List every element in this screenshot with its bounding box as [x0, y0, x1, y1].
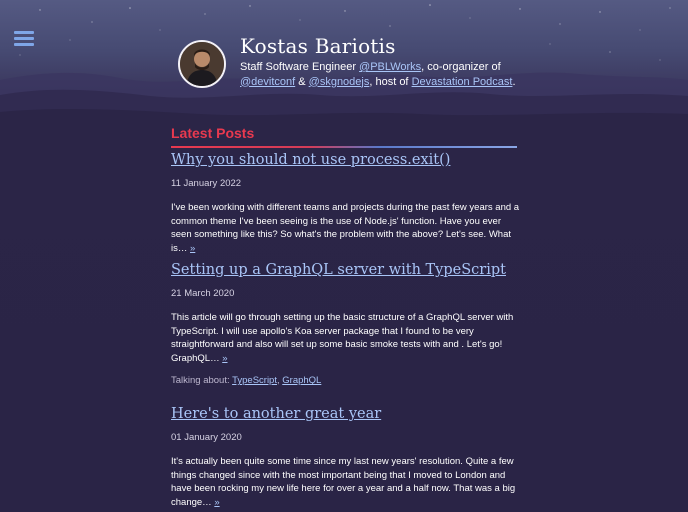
devitconf-link[interactable]: @devitconf	[240, 75, 296, 88]
read-more-link[interactable]: »	[190, 242, 196, 254]
post-item	[171, 405, 521, 509]
section-title: Latest Posts	[171, 125, 255, 141]
section-divider	[171, 146, 517, 148]
post-title-link[interactable]: Why you should not use process.exit()	[171, 152, 451, 168]
post-excerpt	[171, 201, 521, 255]
excerpt-text: I've been working with different teams and projects during the past few years and a common theme I've been seeing is the use of Node.js' function. Have you ever seen something like this? So what's the problem with the above? Let's see. What is…	[171, 202, 520, 254]
read-more-link[interactable]: »	[214, 496, 220, 508]
skgnodejs-link[interactable]: @skgnodejs	[308, 75, 370, 88]
post-excerpt	[171, 455, 521, 509]
post-heading	[171, 405, 521, 423]
avatar	[178, 40, 226, 88]
read-more-link[interactable]: »	[222, 352, 228, 364]
tag-link-graphql[interactable]: GraphQL	[282, 375, 322, 387]
bio-text: , host of	[369, 75, 412, 88]
menu-icon[interactable]	[14, 31, 34, 47]
excerpt-text: This article will go through setting up the basic structure of a GraphQL server with TypeScript. I will use apollo's Koa server package that I found to be very straightforward and also will set up some basic smoke tests with and . Let's go! GraphQL…	[171, 312, 514, 364]
post-item	[171, 151, 521, 255]
tag-separator: ,	[276, 375, 283, 387]
author-name: Kostas Bariotis	[240, 34, 396, 58]
post-tags	[171, 375, 521, 386]
post-date: 01 January 2020	[171, 432, 242, 443]
company-link[interactable]: @PBLWorks	[359, 61, 422, 73]
bio-text: .	[512, 75, 516, 88]
post-title-link[interactable]: Setting up a GraphQL server with TypeScript	[171, 262, 506, 278]
bio-text: , co-organizer of	[421, 61, 501, 73]
tags-label: Talking about:	[171, 375, 233, 387]
post-excerpt	[171, 311, 521, 365]
post-date: 11 January 2022	[171, 178, 242, 189]
bio-text: &	[295, 75, 309, 88]
excerpt-text: It's actually been quite some time since my last new years' resolution. Quite a few things changed since with the most important being that I moved to London and have been rocking my new life here for over a year and a half now. That was a big change…	[171, 456, 516, 508]
post-title-link[interactable]: Here's to another great year	[171, 406, 382, 422]
podcast-link[interactable]: Devastation Podcast	[411, 75, 513, 88]
bio-text: Staff Software Engineer	[240, 61, 360, 73]
tag-link-typescript[interactable]: TypeScript	[232, 375, 277, 387]
post-heading	[171, 151, 521, 169]
post-item	[171, 261, 521, 386]
author-bio	[240, 60, 520, 89]
post-date: 21 March 2020	[171, 288, 235, 299]
post-heading	[171, 261, 521, 279]
